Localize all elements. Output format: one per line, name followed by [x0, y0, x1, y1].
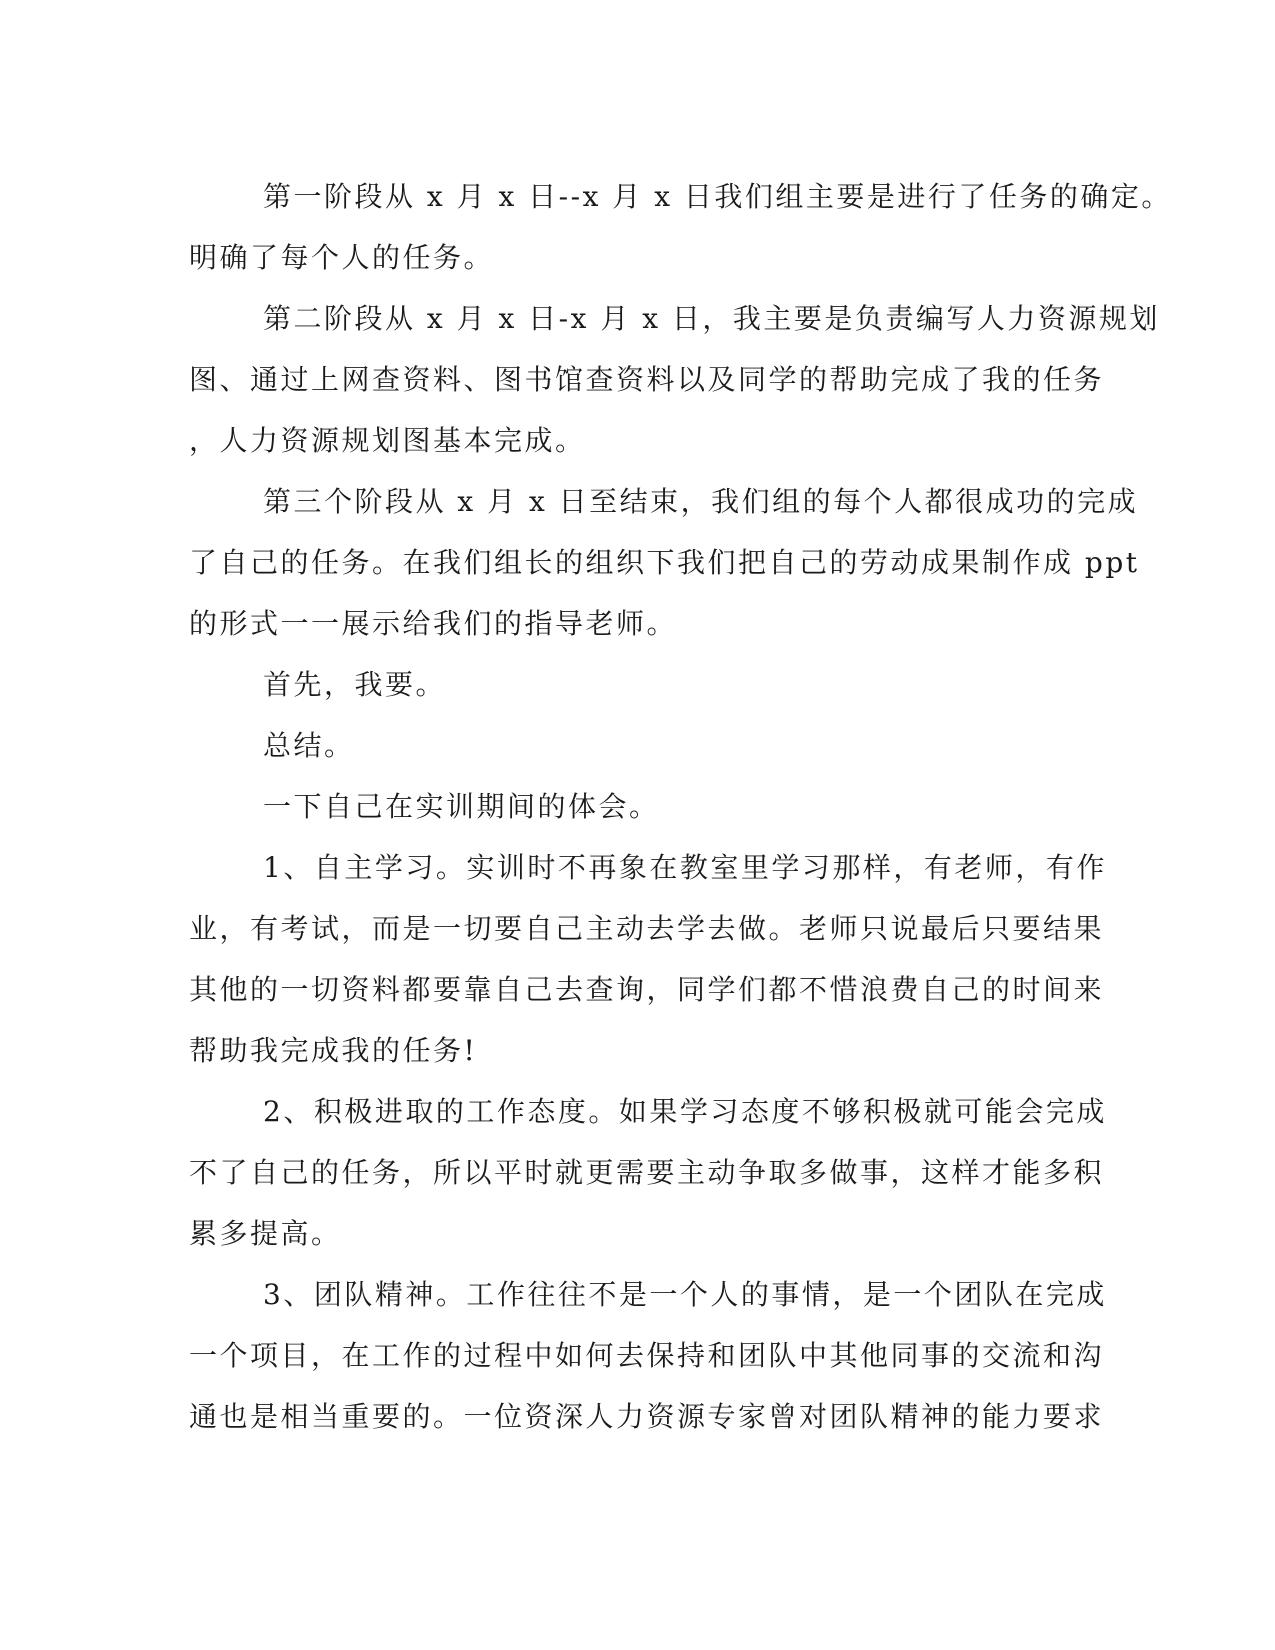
paragraph-point-1-line-1: 1、自主学习。实训时不再象在教室里学习那样，有老师，有作: [263, 851, 1107, 884]
paragraph-stage-three-line-3: 的形式一一展示给我们的指导老师。: [189, 607, 678, 640]
paragraph-point-1-line-2: 业，有考试，而是一切要自己主动去学去做。老师只说最后只要结果: [189, 912, 1105, 945]
paragraph-stage-one-line-2: 明确了每个人的任务。: [189, 241, 495, 274]
paragraph-experience-intro: 一下自己在实训期间的体会。: [263, 790, 660, 823]
paragraph-point-2-line-2: 不了自己的任务，所以平时就更需要主动争取多做事，这样才能多积: [189, 1156, 1105, 1189]
paragraph-point-3-line-3: 通也是相当重要的。一位资深人力资源专家曾对团队精神的能力要求: [189, 1400, 1105, 1433]
paragraph-summary: 总结。: [263, 729, 355, 762]
paragraph-point-1-line-3: 其他的一切资料都要靠自己去查询，同学们都不惜浪费自己的时间来: [189, 973, 1105, 1006]
paragraph-point-3-line-1: 3、团队精神。工作往往不是一个人的事情，是一个团队在完成: [263, 1278, 1107, 1311]
paragraph-stage-three-line-2: 了自己的任务。在我们组长的组织下我们把自己的劳动成果制作成 ppt: [189, 546, 1140, 579]
paragraph-stage-two-line-3: ，人力资源规划图基本完成。: [189, 424, 586, 457]
paragraph-point-2-line-3: 累多提高。: [189, 1217, 342, 1250]
paragraph-stage-one-line-1: 第一阶段从 x 月 x 日--x 月 x 日我们组主要是进行了任务的确定。: [263, 180, 1172, 213]
paragraph-first-i-want: 首先，我要。: [263, 668, 447, 701]
paragraph-point-1-line-4: 帮助我完成我的任务!: [189, 1034, 478, 1067]
paragraph-stage-two-line-2: 图、通过上网查资料、图书馆查资料以及同学的帮助完成了我的任务: [189, 363, 1105, 396]
paragraph-stage-three-line-1: 第三个阶段从 x 月 x 日至结束，我们组的每个人都很成功的完成: [263, 485, 1139, 518]
paragraph-point-3-line-2: 一个项目，在工作的过程中如何去保持和团队中其他同事的交流和沟: [189, 1339, 1105, 1372]
paragraph-point-2-line-1: 2、积极进取的工作态度。如果学习态度不够积极就可能会完成: [263, 1095, 1107, 1128]
document-body: [189, 166, 1172, 1447]
paragraph-stage-two-line-1: 第二阶段从 x 月 x 日-x 月 x 日，我主要是负责编写人力资源规划: [263, 302, 1160, 335]
